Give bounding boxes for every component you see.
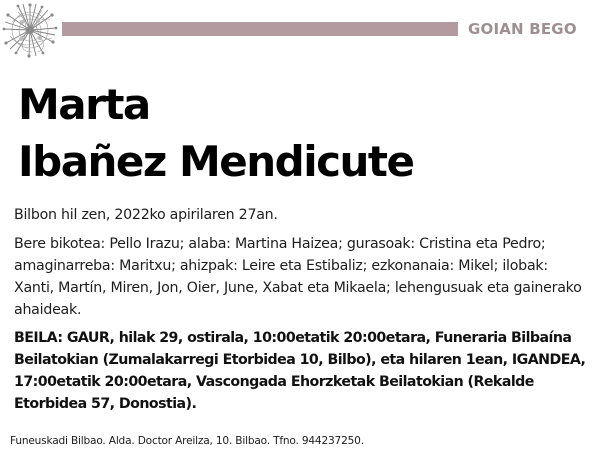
family-list: Bere bikotea: Pello Irazu; alaba: Martina Haizea; gurasoak: Cristina eta Pedro; amaginarreba: Maritxu; ahizpak: Leire eta Estibaliz; ezkonanaia: Mikel; ilobak: Xanti, Martín, Miren, Jon, Oier, June, Xabat eta Mikaela; lehengusuak eta gainerako ahaideak. bbox=[14, 236, 582, 318]
funeral-home-footer: Funeuskadi Bilbao. Alda. Doctor Areilza, 10. Bilbao. Tfno. 944237250. bbox=[10, 435, 364, 447]
deceased-first-name: Marta bbox=[18, 80, 150, 129]
header-divider-bar bbox=[62, 22, 458, 36]
wake-details: BEILA: GAUR, hilak 29, ostirala, 10:00etatik 20:00etara, Funeraria Bilbaína Beilatokian (Zumalakarregi Etorbidea 10, Bilbo), eta hilaren 1ean, IGANDEA, 17:00etatik 20:00etara, Vascongada Ehorzketak Beilatokian (Rekalde Etorbidea 57, Donostia). bbox=[14, 330, 586, 412]
death-statement: Bilbon hil zen, 2022ko apirilaren 27an. bbox=[14, 207, 278, 223]
flower-icon bbox=[2, 2, 58, 58]
deceased-surname: Ibañez Mendicute bbox=[18, 137, 414, 186]
header-label: GOIAN BEGO bbox=[468, 20, 577, 38]
